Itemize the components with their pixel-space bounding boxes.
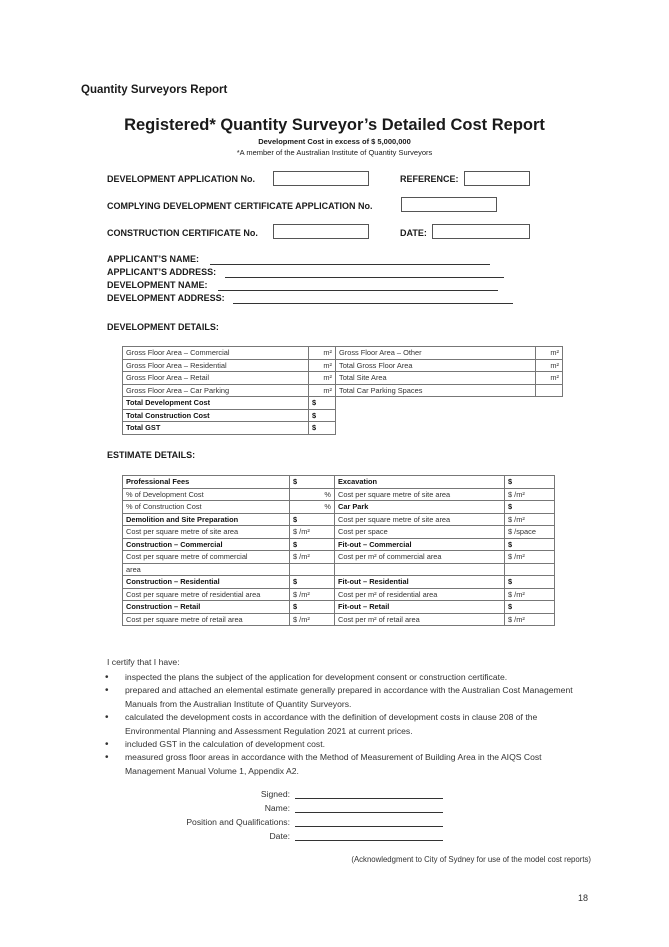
estimate-right-label [335, 563, 505, 576]
acknowledgment: (Acknowledgment to City of Sydney for use of the model cost reports) [351, 855, 591, 864]
estimate-right-unit: $ /space [505, 526, 555, 539]
estimate-left-unit: $ /m² [290, 551, 335, 564]
dev-app-no-input[interactable] [273, 171, 369, 186]
certify-list [105, 671, 575, 778]
table-row [123, 538, 555, 551]
estimate-right-label: Cost per m² of retail area [335, 613, 505, 626]
estimate-right-label: Excavation [335, 476, 505, 489]
development-address-label: DEVELOPMENT ADDRESS: [107, 293, 225, 303]
date-label: DATE: [400, 228, 427, 238]
row-label: Gross Floor Area – Car Parking [123, 384, 309, 397]
estimate-left-unit: $ [290, 476, 335, 489]
table-row [123, 513, 555, 526]
certify-intro: I certify that I have: [107, 657, 180, 667]
row-label: Total Car Parking Spaces [336, 384, 536, 397]
development-details-table [122, 346, 563, 435]
row-unit: m² [309, 384, 336, 397]
table-row [123, 384, 563, 397]
estimate-right-unit [505, 563, 555, 576]
estimate-left-unit: $ [290, 513, 335, 526]
table-row [123, 422, 563, 435]
reference-label: REFERENCE: [400, 174, 459, 184]
list-item: • calculated the development costs in accordance with the definition of development costs in clause 208 of the Environmental Planning and Assessment Regulation 2021 at current prices. [105, 711, 575, 738]
estimate-right-unit: $ [505, 538, 555, 551]
estimate-left-unit: $ [290, 538, 335, 551]
estimate-left-label: area [123, 563, 290, 576]
blank-cell [336, 422, 563, 435]
signed-line[interactable] [295, 789, 443, 799]
applicant-address-label: APPLICANT’S ADDRESS: [107, 267, 217, 277]
development-name-line[interactable] [218, 280, 498, 291]
date-input[interactable] [432, 224, 530, 239]
estimate-right-label: Cost per space [335, 526, 505, 539]
table-row [123, 347, 563, 360]
name-line[interactable] [295, 803, 443, 813]
estimate-left-unit [290, 563, 335, 576]
estimate-right-label: Cost per square metre of site area [335, 513, 505, 526]
estimate-left-unit: $ [290, 576, 335, 589]
estimate-left-label: Construction – Retail [123, 601, 290, 614]
row-label: Gross Floor Area – Other [336, 347, 536, 360]
estimate-details-table [122, 475, 555, 626]
estimate-left-unit: % [290, 488, 335, 501]
table-row [123, 563, 555, 576]
row-unit: m² [309, 347, 336, 360]
row-unit: m² [309, 359, 336, 372]
development-details-heading: DEVELOPMENT DETAILS: [107, 322, 219, 332]
position-label: Position and Qualifications: [186, 817, 290, 827]
estimate-details-heading: ESTIMATE DETAILS: [107, 450, 196, 460]
list-item: • inspected the plans the subject of the application for development consent or construction certificate. [105, 671, 575, 684]
total-unit: $ [309, 422, 336, 435]
estimate-left-unit: $ /m² [290, 526, 335, 539]
estimate-right-unit: $ [505, 501, 555, 514]
estimate-left-label: Cost per square metre of retail area [123, 613, 290, 626]
estimate-right-label: Fit-out – Commercial [335, 538, 505, 551]
estimate-right-unit: $ /m² [505, 551, 555, 564]
row-label: Total Gross Floor Area [336, 359, 536, 372]
estimate-left-label: Construction – Residential [123, 576, 290, 589]
estimate-left-label: % of Development Cost [123, 488, 290, 501]
row-label: Gross Floor Area – Residential [123, 359, 309, 372]
estimate-left-label: Cost per square metre of site area [123, 526, 290, 539]
report-title: Registered* Quantity Surveyor’s Detailed Cost Report [124, 116, 545, 134]
estimate-right-label: Car Park [335, 501, 505, 514]
page-header-title: Quantity Surveyors Report [81, 84, 228, 96]
estimate-right-unit: $ /m² [505, 588, 555, 601]
estimate-right-label: Cost per m² of commercial area [335, 551, 505, 564]
table-row [123, 526, 555, 539]
dev-app-no-label: DEVELOPMENT APPLICATION No. [107, 174, 256, 184]
table-row [123, 576, 555, 589]
estimate-right-unit: $ /m² [505, 513, 555, 526]
estimate-left-unit: % [290, 501, 335, 514]
estimate-left-label: % of Construction Cost [123, 501, 290, 514]
cc-no-input[interactable] [273, 224, 369, 239]
blank-cell [336, 409, 563, 422]
table-row [123, 551, 555, 564]
estimate-right-unit: $ [505, 576, 555, 589]
signed-label: Signed: [260, 789, 290, 799]
row-unit: m² [536, 359, 563, 372]
table-row [123, 588, 555, 601]
estimate-left-label: Professional Fees [123, 476, 290, 489]
cdc-app-no-label: COMPLYING DEVELOPMENT CERTIFICATE APPLICATION No. [107, 201, 373, 211]
estimate-left-label: Cost per square metre of residential area [123, 588, 290, 601]
estimate-right-label: Cost per m² of residential area [335, 588, 505, 601]
table-row [123, 359, 563, 372]
estimate-left-label: Construction – Commercial [123, 538, 290, 551]
row-label: Total Site Area [336, 372, 536, 385]
list-item: • prepared and attached an elemental estimate generally prepared in accordance with the Australian Cost Management Manuals from the Australian Institute of Quantity Surveyors. [105, 684, 575, 711]
estimate-left-label: Demolition and Site Preparation [123, 513, 290, 526]
name-label: Name: [264, 803, 290, 813]
cc-no-label: CONSTRUCTION CERTIFICATE No. [107, 228, 258, 238]
estimate-right-label: Fit-out – Residential [335, 576, 505, 589]
row-label: Gross Floor Area – Commercial [123, 347, 309, 360]
table-row [123, 409, 563, 422]
sign-date-line[interactable] [295, 831, 443, 841]
row-unit: m² [536, 372, 563, 385]
row-unit [536, 384, 563, 397]
row-label: Gross Floor Area – Retail [123, 372, 309, 385]
table-row [123, 397, 563, 410]
sign-date-label: Date: [269, 831, 290, 841]
page-number: 18 [577, 893, 588, 903]
estimate-left-unit: $ /m² [290, 588, 335, 601]
total-label: Total GST [123, 422, 309, 435]
table-row [123, 488, 555, 501]
table-row [123, 372, 563, 385]
estimate-left-unit: $ [290, 601, 335, 614]
blank-cell [336, 397, 563, 410]
table-row [123, 501, 555, 514]
table-row [123, 601, 555, 614]
total-unit: $ [309, 397, 336, 410]
applicant-name-label: APPLICANT’S NAME: [107, 254, 199, 264]
development-address-line[interactable] [233, 293, 513, 304]
estimate-right-label: Cost per square metre of site area [335, 488, 505, 501]
row-unit: m² [309, 372, 336, 385]
estimate-right-unit: $ /m² [505, 613, 555, 626]
estimate-left-label: Cost per square metre of commercial [123, 551, 290, 564]
total-label: Total Development Cost [123, 397, 309, 410]
cdc-app-no-input[interactable] [401, 197, 497, 212]
applicant-address-line[interactable] [225, 267, 504, 278]
reference-input[interactable] [464, 171, 530, 186]
position-line[interactable] [295, 817, 443, 827]
estimate-right-unit: $ [505, 476, 555, 489]
estimate-right-label: Fit-out – Retail [335, 601, 505, 614]
estimate-left-unit: $ /m² [290, 613, 335, 626]
development-name-label: DEVELOPMENT NAME: [107, 280, 208, 290]
report-subtitle: Development Cost in excess of $ 5,000,000 [258, 137, 411, 146]
estimate-right-unit: $ /m² [505, 488, 555, 501]
applicant-name-line[interactable] [210, 254, 490, 265]
list-item: • measured gross floor areas in accordance with the Method of Measurement of Building Area in the AIQS Cost Management Manual Volume 1, Appendix A2. [105, 751, 575, 778]
row-unit: m² [536, 347, 563, 360]
table-row [123, 476, 555, 489]
estimate-right-unit: $ [505, 601, 555, 614]
table-row [123, 613, 555, 626]
member-footnote: *A member of the Australian Institute of Quantity Surveyors [236, 148, 433, 157]
list-item: • included GST in the calculation of development cost. [105, 738, 575, 751]
total-label: Total Construction Cost [123, 409, 309, 422]
total-unit: $ [309, 409, 336, 422]
